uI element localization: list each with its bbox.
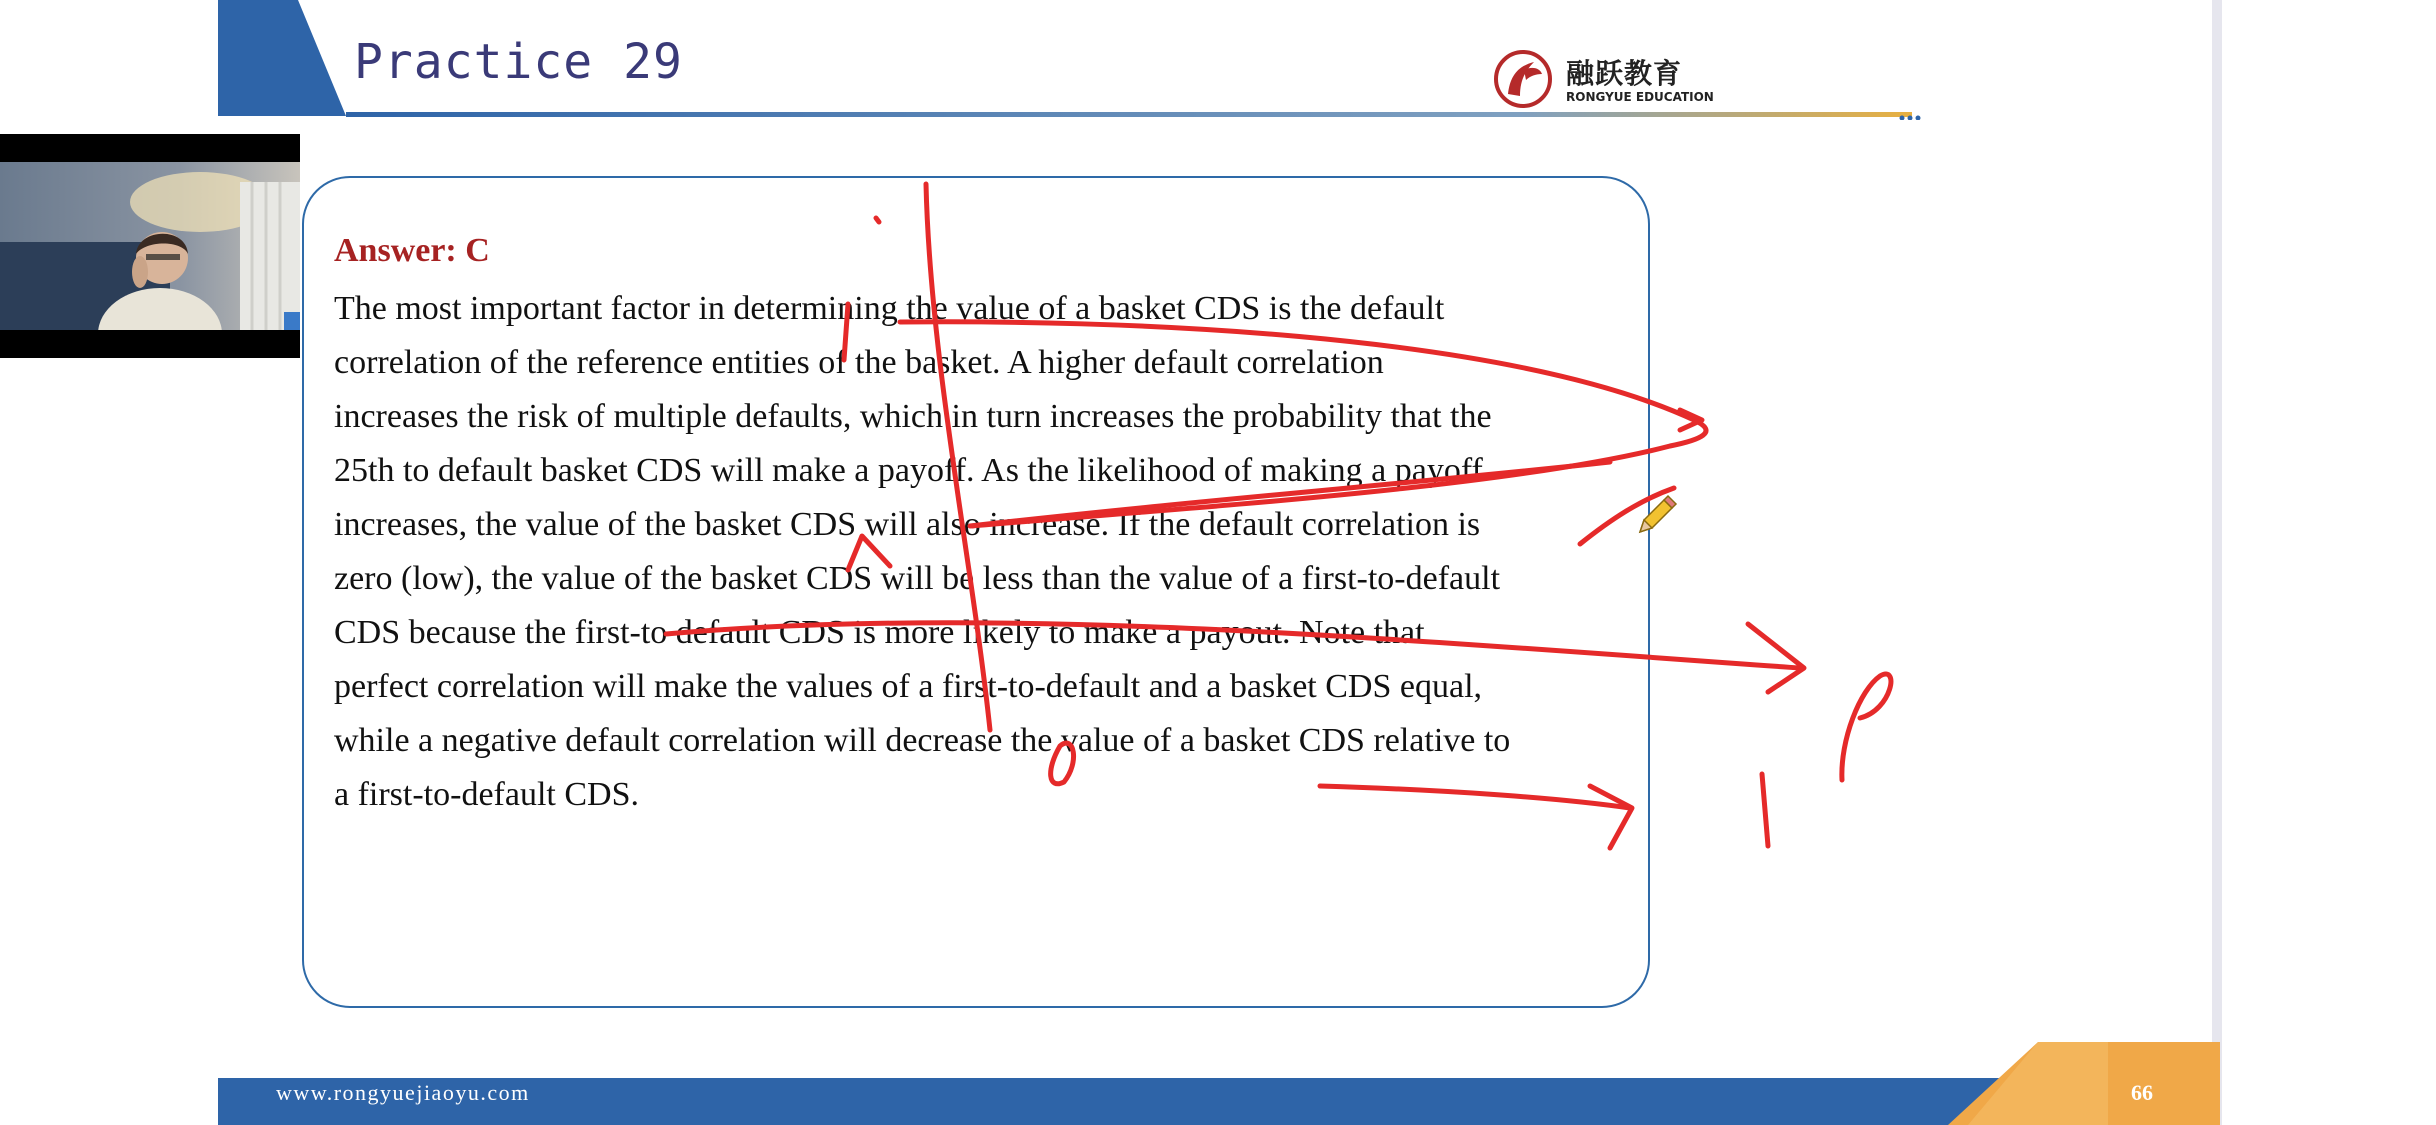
company-logo (1494, 46, 1724, 116)
page-number: 66 (2131, 1080, 2153, 1105)
explanation-line: zero (low), the value of the basket CDS will be less than the value of a first-to-default (334, 560, 1501, 597)
explanation-line: CDS because the first-to default CDS is more likely to make a payout. Note that (334, 614, 1425, 651)
explanation-line: while a negative default correlation will decrease the value of a basket CDS relative to (334, 722, 1511, 759)
rongyue-logo-icon (1494, 50, 1552, 108)
webcam-video-feed[interactable] (0, 134, 300, 358)
explanation-line: perfect correlation will make the values of a first-to-default and a basket CDS equal, (334, 668, 1483, 705)
explanation-text (334, 282, 1660, 822)
logo-name-cn: 融跃教育 (1566, 57, 1683, 90)
pencil-cursor-icon (1634, 494, 1678, 538)
footer-website: www.rongyuejiaoyu.com (276, 1080, 530, 1105)
logo-name-en: RONGYUE EDUCATION (1566, 90, 1714, 104)
webcam-frame (0, 162, 300, 330)
answer-label: Answer: C (334, 232, 490, 269)
explanation-line: correlation of the reference entities of the basket. A higher default correlation (334, 344, 1384, 381)
explanation-line: 25th to default basket CDS will make a payoff. As the likelihood of making a payoff (334, 452, 1483, 489)
explanation-line: increases the risk of multiple defaults, which in turn increases the probability that the (334, 398, 1492, 435)
footer-page-tab (1948, 1042, 2220, 1125)
slide-title: Practice 29 (354, 34, 683, 90)
slide-right-edge (2212, 0, 2222, 1125)
explanation-line: The most important factor in determining the value of a basket CDS is the default (334, 290, 1445, 327)
explanation-line: increases, the value of the basket CDS will also increase. If the default correlation is (334, 506, 1481, 543)
explanation-line: a first-to-default CDS. (334, 776, 639, 813)
